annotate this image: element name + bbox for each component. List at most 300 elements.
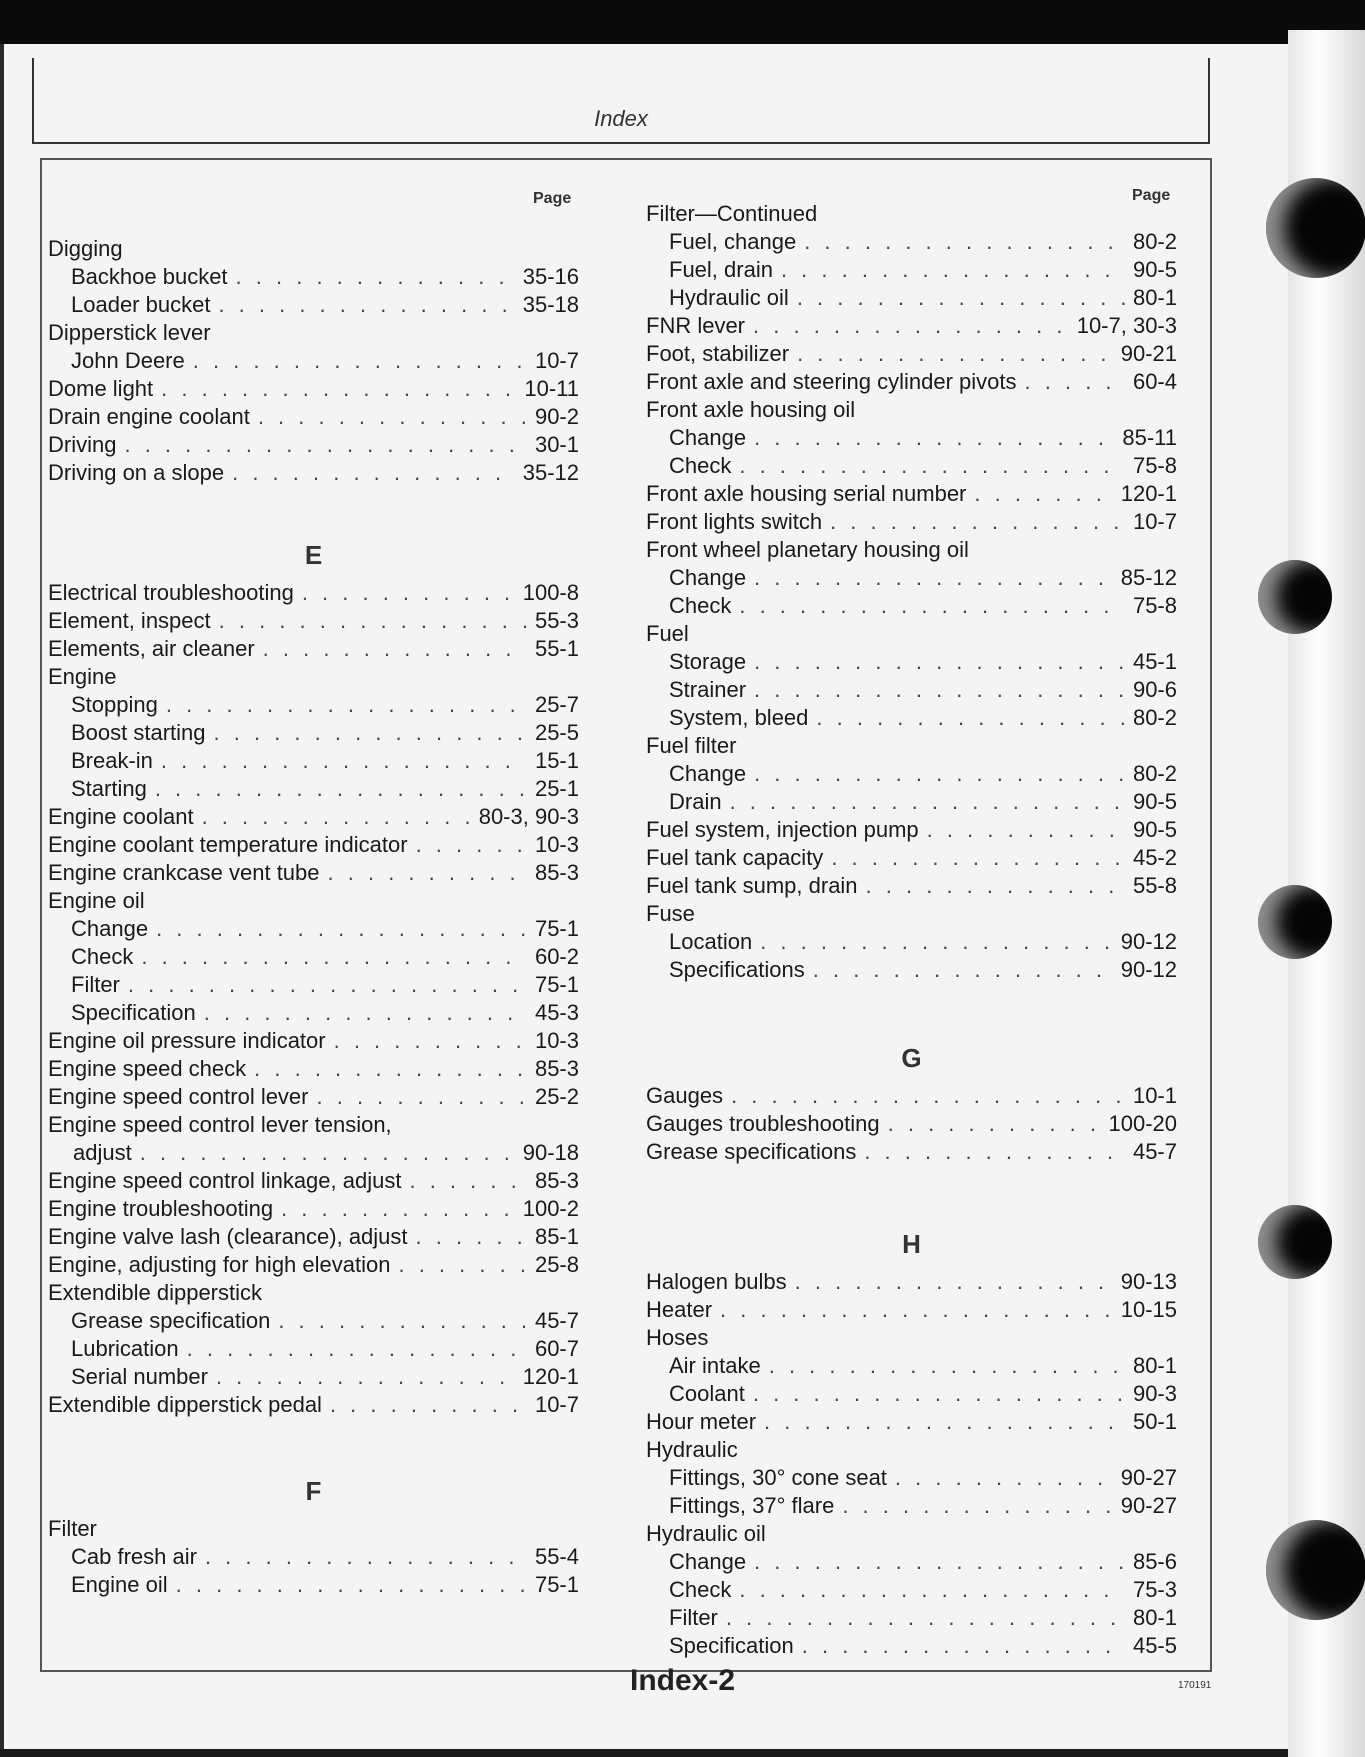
page-reference: 45-5 (1132, 1633, 1177, 1658)
dot-leader (730, 788, 1125, 816)
dot-leader (278, 1307, 527, 1335)
index-term: Change (669, 761, 747, 786)
index-term: Engine oil pressure indicator (48, 1028, 326, 1053)
dot-leader (140, 1139, 515, 1167)
dot-leader (330, 1391, 527, 1419)
dot-leader (328, 859, 527, 887)
index-term: Serial number (71, 1364, 208, 1389)
index-term: Engine crankcase vent tube (48, 860, 320, 885)
index-term: Digging (48, 236, 123, 261)
index-term: Engine speed check (48, 1056, 247, 1081)
page-reference: 80-1 (1132, 1353, 1177, 1378)
index-subentry (646, 592, 1177, 620)
index-entry (48, 1111, 579, 1139)
index-subentry (646, 676, 1177, 704)
page-reference: 90-27 (1120, 1465, 1177, 1490)
index-term: Driving (48, 432, 117, 457)
dot-leader (795, 1268, 1113, 1296)
section-heading-h: H (902, 1229, 921, 1259)
index-entry (646, 732, 1177, 760)
scan-top-border (0, 0, 1365, 44)
dot-leader (317, 1083, 527, 1111)
index-term: Fuel system, injection pump (646, 817, 919, 842)
page-reference: 10-11 (524, 376, 579, 401)
dot-leader (204, 999, 527, 1027)
index-entry (48, 635, 579, 663)
dot-leader (739, 592, 1125, 620)
index-term: Change (669, 425, 747, 450)
index-term: Halogen bulbs (646, 1269, 787, 1294)
index-term: Gauges troubleshooting (646, 1111, 880, 1136)
dot-leader (1025, 368, 1125, 396)
index-subentry (48, 1307, 579, 1335)
binder-hole-icon (1266, 178, 1365, 278)
dot-leader (813, 956, 1113, 984)
index-entry (646, 1138, 1177, 1166)
index-subentry (48, 691, 579, 719)
index-subentry (48, 1363, 579, 1391)
index-term: Dome light (48, 376, 154, 401)
dot-leader (804, 228, 1125, 256)
dot-leader (760, 928, 1113, 956)
page-reference: 75-1 (534, 916, 579, 941)
page-reference: 25-8 (534, 1252, 579, 1277)
page-reference: 85-6 (1132, 1549, 1177, 1574)
page-reference: 55-4 (534, 1544, 579, 1569)
page-reference: 85-3 (534, 1168, 579, 1193)
page-reference: 80-1 (1132, 1605, 1177, 1630)
page-reference: 55-3 (534, 608, 579, 633)
index-entry (646, 1268, 1177, 1296)
index-term: Hydraulic (646, 1437, 738, 1462)
dot-leader (754, 424, 1114, 452)
index-entry (646, 508, 1177, 536)
index-subentry (646, 1632, 1177, 1660)
index-term: Hydraulic oil (646, 1521, 766, 1546)
dot-leader (128, 971, 527, 999)
index-term: Elements, air cleaner (48, 636, 255, 661)
index-entry (646, 536, 1177, 564)
dot-leader (214, 719, 527, 747)
dot-leader (802, 1632, 1125, 1660)
dot-leader (753, 1380, 1125, 1408)
page-reference: 75-8 (1132, 593, 1177, 618)
index-entry (48, 1167, 579, 1195)
index-term: Electrical troubleshooting (48, 580, 294, 605)
index-entry (48, 1251, 579, 1279)
index-term: Hoses (646, 1325, 709, 1350)
index-subentry (646, 256, 1177, 284)
index-term: Engine (48, 664, 117, 689)
index-term: Coolant (669, 1381, 745, 1406)
page-reference: 90-13 (1120, 1269, 1177, 1294)
index-entry (48, 831, 579, 859)
index-term: Dipperstick lever (48, 320, 211, 345)
page-reference: 10-15 (1120, 1297, 1177, 1322)
binder-hole-icon (1258, 560, 1332, 634)
index-term: Change (669, 565, 747, 590)
index-term: Check (669, 593, 732, 618)
page-reference: 25-5 (534, 720, 579, 745)
index-subentry (48, 915, 579, 943)
index-term: Front axle housing serial number (646, 481, 967, 506)
page-reference: 85-12 (1120, 565, 1177, 590)
dot-leader (216, 1363, 515, 1391)
index-subentry (646, 228, 1177, 256)
index-term: Engine, adjusting for high elevation (48, 1252, 391, 1277)
binder-hole-icon (1266, 1520, 1365, 1620)
index-term: Check (669, 1577, 732, 1602)
dot-leader (161, 747, 527, 775)
binder-hole-icon (1258, 1205, 1332, 1279)
dot-leader (864, 1138, 1125, 1166)
index-entry (48, 887, 579, 915)
dot-leader (731, 1082, 1125, 1110)
dot-leader (754, 564, 1113, 592)
index-entry (646, 1436, 1177, 1464)
index-entry (48, 579, 579, 607)
index-subentry (646, 760, 1177, 788)
section-heading-f: F (305, 1476, 322, 1506)
dot-leader (764, 1408, 1125, 1436)
index-entry (646, 396, 1177, 424)
index-entry (48, 1279, 579, 1307)
dot-leader (302, 579, 515, 607)
index-term: Drain engine coolant (48, 404, 250, 429)
index-term: Driving on a slope (48, 460, 225, 485)
index-entry (48, 431, 579, 459)
scan-bottom-border (0, 1749, 1365, 1757)
page-reference: 120-1 (1120, 481, 1177, 506)
right-page-column-label: Page (1132, 187, 1171, 204)
page-reference: 90-27 (1120, 1493, 1177, 1518)
index-subentry (646, 1548, 1177, 1576)
dot-leader (166, 691, 527, 719)
dot-leader (831, 844, 1125, 872)
index-term: Hydraulic oil (669, 285, 789, 310)
index-term: Starting (71, 776, 147, 801)
page-reference: 90-3 (1132, 1381, 1177, 1406)
index-entry (646, 620, 1177, 648)
dot-leader (769, 1352, 1125, 1380)
index-entry (48, 1515, 579, 1543)
index-entry (646, 1408, 1177, 1436)
index-subentry (646, 564, 1177, 592)
dot-leader (754, 648, 1125, 676)
dot-leader (187, 1335, 527, 1363)
index-term: adjust (73, 1140, 132, 1165)
page-reference: 75-1 (534, 972, 579, 997)
dot-leader (726, 1604, 1125, 1632)
index-subentry (48, 1571, 579, 1599)
index-term: Specification (71, 1000, 196, 1025)
index-entry (646, 200, 1177, 228)
index-term: Front axle and steering cylinder pivots (646, 369, 1017, 394)
index-subentry (646, 704, 1177, 732)
index-term: Fuel (646, 621, 689, 646)
index-entry (48, 319, 579, 347)
page-reference: 80-3, 90-3 (478, 804, 579, 829)
index-term: Check (669, 453, 732, 478)
index-term: John Deere (71, 348, 185, 373)
page-reference: 55-8 (1132, 873, 1177, 898)
dot-leader (416, 1223, 527, 1251)
index-subentry (48, 291, 579, 319)
page-reference: 45-2 (1132, 845, 1177, 870)
index-term: Front axle housing oil (646, 397, 856, 422)
index-term: Engine oil (48, 888, 145, 913)
index-term: Fittings, 30° cone seat (669, 1465, 887, 1490)
dot-leader (409, 1167, 526, 1195)
index-entry (646, 480, 1177, 508)
dot-leader (416, 831, 527, 859)
index-term: Filter (71, 972, 120, 997)
page-reference: 90-18 (522, 1140, 579, 1165)
page-reference: 85-1 (534, 1224, 579, 1249)
dot-leader (830, 508, 1125, 536)
index-term: Foot, stabilizer (646, 341, 790, 366)
dot-leader (281, 1195, 515, 1223)
page-reference: 85-3 (534, 1056, 579, 1081)
index-term: Storage (669, 649, 747, 674)
page-reference: 55-1 (534, 636, 579, 661)
page-reference: 85-3 (534, 860, 579, 885)
dot-leader (974, 480, 1112, 508)
index-term: Extendible dipperstick pedal (48, 1392, 322, 1417)
dot-leader (739, 1576, 1125, 1604)
page-reference: 90-5 (1132, 257, 1177, 282)
page-reference: 10-7 (534, 1392, 579, 1417)
section-heading-e: E (304, 540, 323, 570)
index-term: Filter (48, 1516, 97, 1541)
index-entry (48, 403, 579, 431)
index-term: Engine coolant temperature indicator (48, 832, 408, 857)
index-term: Loader bucket (71, 292, 211, 317)
index-entry (646, 844, 1177, 872)
dot-leader (124, 431, 526, 459)
page-reference: 10-1 (1132, 1083, 1177, 1108)
index-term: Fuel filter (646, 733, 737, 758)
page-reference: 10-7 (534, 348, 579, 373)
index-term: Hour meter (646, 1409, 757, 1434)
index-term: Engine speed control linkage, adjust (48, 1168, 402, 1193)
page-reference: 45-1 (1132, 649, 1177, 674)
index-term: Check (71, 944, 134, 969)
page-reference: 75-3 (1132, 1577, 1177, 1602)
index-term: Fuel tank sump, drain (646, 873, 858, 898)
index-term: Fittings, 37° flare (669, 1493, 835, 1518)
index-term: Front wheel planetary housing oil (646, 537, 969, 562)
index-subentry (646, 284, 1177, 312)
dot-leader (816, 704, 1125, 732)
index-entry (646, 312, 1177, 340)
index-entry (48, 1083, 579, 1111)
index-term: Fuel, drain (669, 257, 773, 282)
page-reference: 35-16 (522, 264, 579, 289)
page-reference: 45-7 (1132, 1139, 1177, 1164)
dot-leader (753, 312, 1069, 340)
dot-leader (797, 340, 1113, 368)
page-reference: 90-6 (1132, 677, 1177, 702)
page-reference: 60-7 (534, 1336, 579, 1361)
page-reference: 10-3 (534, 1028, 579, 1053)
index-entry (48, 607, 579, 635)
index-term: System, bleed (669, 705, 809, 730)
index-term: Fuse (646, 901, 695, 926)
page-reference: 45-3 (534, 1000, 579, 1025)
dot-leader (842, 1492, 1112, 1520)
section-spacer (646, 984, 1177, 1034)
index-term: Drain (669, 789, 722, 814)
binder-edge (1288, 30, 1365, 1757)
index-term: Stopping (71, 692, 158, 717)
dot-leader (754, 1548, 1125, 1576)
page-reference: 60-2 (534, 944, 579, 969)
page-reference: 50-1 (1132, 1409, 1177, 1434)
dot-leader (219, 607, 527, 635)
index-subentry (48, 1139, 579, 1167)
index-subentry (48, 999, 579, 1027)
index-entry (48, 1223, 579, 1251)
index-subentry (48, 1543, 579, 1571)
index-subentry (646, 648, 1177, 676)
dot-leader (888, 1110, 1101, 1138)
dot-leader (754, 760, 1125, 788)
index-subentry (48, 347, 579, 375)
index-subentry (48, 775, 579, 803)
index-term: Engine speed control lever tension, (48, 1112, 392, 1137)
dot-leader (236, 263, 515, 291)
binder-hole-icon (1258, 885, 1332, 959)
index-term: Specifications (669, 957, 805, 982)
dot-leader (161, 375, 516, 403)
index-term: Engine coolant (48, 804, 194, 829)
index-entry (646, 816, 1177, 844)
dot-leader (176, 1571, 527, 1599)
index-term: Heater (646, 1297, 713, 1322)
index-subentry (646, 928, 1177, 956)
document-id: 170191 (1178, 1680, 1212, 1691)
page-reference: 80-2 (1132, 705, 1177, 730)
page-reference: 35-18 (522, 292, 579, 317)
dot-leader (398, 1251, 526, 1279)
index-term: Engine speed control lever (48, 1084, 309, 1109)
dot-leader (895, 1464, 1113, 1492)
index-term: Filter—Continued (646, 201, 818, 226)
page-number: Index-2 (629, 1664, 736, 1697)
index-term: Strainer (669, 677, 747, 702)
dot-leader (155, 775, 527, 803)
page-reference: 100-2 (522, 1196, 579, 1221)
dot-leader (797, 284, 1125, 312)
index-term: Fuel, change (669, 229, 797, 254)
dot-leader (254, 1055, 527, 1083)
index-subentry (646, 956, 1177, 984)
page-reference: 85-11 (1122, 425, 1177, 450)
page-reference: 80-1 (1132, 285, 1177, 310)
page-reference: 15-1 (534, 748, 579, 773)
dot-leader (205, 1543, 527, 1571)
dot-leader (927, 816, 1125, 844)
dot-leader (334, 1027, 527, 1055)
index-entry (646, 900, 1177, 928)
scan-left-border (0, 44, 4, 1757)
index-subentry (646, 1492, 1177, 1520)
index-term: Change (71, 916, 149, 941)
index-subentry (646, 1380, 1177, 1408)
index-term: Engine troubleshooting (48, 1196, 274, 1221)
section-spacer (646, 1166, 1177, 1220)
index-term: Engine valve lash (clearance), adjust (48, 1224, 408, 1249)
dot-leader (218, 291, 514, 319)
index-term: Extendible dipperstick (48, 1280, 263, 1305)
index-term: Front lights switch (646, 509, 823, 534)
page-reference: 90-21 (1120, 341, 1177, 366)
index-subentry (48, 943, 579, 971)
index-term: Cab fresh air (71, 1544, 197, 1569)
index-term: Grease specification (71, 1308, 271, 1333)
index-entry (48, 459, 579, 487)
index-subentry (646, 424, 1177, 452)
dot-leader (258, 403, 527, 431)
header-frame (32, 58, 1210, 144)
index-term: Grease specifications (646, 1139, 857, 1164)
page-reference: 90-5 (1132, 817, 1177, 842)
page-reference: 80-2 (1132, 761, 1177, 786)
index-entry (646, 1110, 1177, 1138)
index-term: Fuel tank capacity (646, 845, 824, 870)
page-reference: 45-7 (534, 1308, 579, 1333)
index-term: Backhoe bucket (71, 264, 228, 289)
index-entry (48, 803, 579, 831)
page-title: Index (594, 106, 648, 131)
index-entry (646, 872, 1177, 900)
index-subentry (48, 263, 579, 291)
page-reference: 25-2 (534, 1084, 579, 1109)
page-reference: 25-1 (534, 776, 579, 801)
dot-leader (866, 872, 1125, 900)
index-entry (646, 368, 1177, 396)
index-subentry (48, 719, 579, 747)
index-term: Specification (669, 1633, 794, 1658)
index-column-right (646, 200, 1177, 1660)
dot-leader (141, 943, 527, 971)
dot-leader (754, 676, 1125, 704)
index-subentry (646, 1604, 1177, 1632)
page-reference: 35-12 (522, 460, 579, 485)
index-term: Boost starting (71, 720, 206, 745)
page-reference: 10-7 (1132, 509, 1177, 534)
index-entry (646, 1082, 1177, 1110)
page-reference: 80-2 (1132, 229, 1177, 254)
page-reference: 90-12 (1120, 929, 1177, 954)
index-entry (48, 1391, 579, 1419)
dot-leader (202, 803, 471, 831)
index-subentry (48, 971, 579, 999)
dot-leader (193, 347, 527, 375)
left-page-column-label: Page (533, 190, 572, 207)
section-spacer (48, 1419, 579, 1467)
dot-leader (263, 635, 527, 663)
index-subentry (48, 1335, 579, 1363)
index-entry (48, 1195, 579, 1223)
page-reference: 90-2 (534, 404, 579, 429)
page-reference: 30-1 (534, 432, 579, 457)
index-entry (646, 1324, 1177, 1352)
index-term: Change (669, 1549, 747, 1574)
page-reference: 100-8 (522, 580, 579, 605)
index-term: Filter (669, 1605, 718, 1630)
